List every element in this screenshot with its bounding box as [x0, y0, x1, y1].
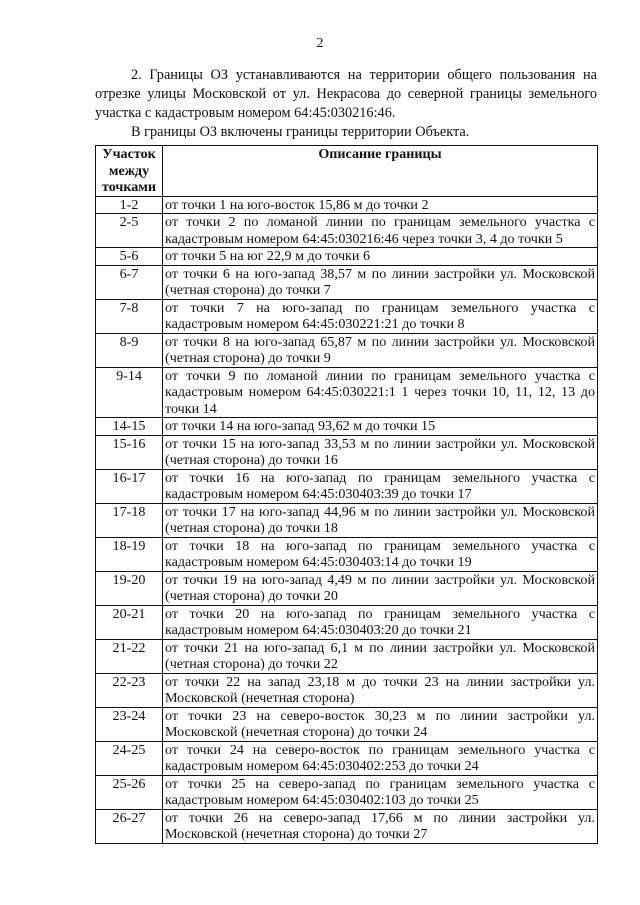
table-row [96, 418, 598, 436]
description-cell: от точки 19 на юго-запад 4,49 м по линии застройки ул. Московской (четная сторона) до точки 20 [163, 571, 598, 605]
table-row [96, 333, 598, 367]
description-cell: от точки 20 на юго-запад по границам земельного участка с кадастровым номером 64:45:030403:20 до точки 21 [163, 605, 598, 639]
segment-cell: 7-8 [96, 299, 163, 333]
description-cell: от точки 2 по ломаной линии по границам земельного участка с кадастровым номером 64:45:030216:46 через точки 3, 4 до точки 5 [163, 214, 598, 248]
table-row [96, 469, 598, 503]
segment-cell: 17-18 [96, 503, 163, 537]
description-cell: от точки 14 на юго-запад 93,62 м до точки 15 [163, 418, 598, 436]
description-cell: от точки 21 на юго-запад 6,1 м по линии застройки ул. Московской (четная сторона) до точки 22 [163, 639, 598, 673]
table-row [96, 775, 598, 809]
description-cell: от точки 24 на северо-восток по границам земельного участка с кадастровым номером 64:45:030402:253 до точки 24 [163, 741, 598, 775]
description-cell: от точки 17 на юго-запад 44,96 м по линии застройки ул. Московской (четная сторона) до точки 18 [163, 503, 598, 537]
description-cell: от точки 5 на юг 22,9 м до точки 6 [163, 248, 598, 266]
intro-text [95, 66, 597, 142]
segment-cell: 6-7 [96, 265, 163, 299]
segment-cell: 5-6 [96, 248, 163, 266]
segment-cell: 16-17 [96, 469, 163, 503]
table-row [96, 196, 598, 214]
table-row [96, 435, 598, 469]
segment-cell: 24-25 [96, 741, 163, 775]
description-cell: от точки 26 на северо-запад 17,66 м по линии застройки ул. Московской (нечетная сторона) до точки 27 [163, 809, 598, 843]
segment-cell: 26-27 [96, 809, 163, 843]
description-cell: от точки 6 на юго-запад 38,57 м по линии застройки ул. Московской (четная сторона) до точки 7 [163, 265, 598, 299]
table-row [96, 741, 598, 775]
segment-cell: 1-2 [96, 196, 163, 214]
table-row [96, 571, 598, 605]
table-body [96, 196, 598, 843]
intro-paragraph-1: 2. Границы ОЗ устанавливаются на территории общего пользования на отрезке улицы Московской от ул. Некрасова до северной границы земельного участка с кадастровым номером 64:45:030216:46. [95, 67, 597, 121]
segment-cell: 15-16 [96, 435, 163, 469]
segment-cell: 2-5 [96, 214, 163, 248]
table-row [96, 265, 598, 299]
header-segment: Участок между точками [96, 146, 163, 197]
table-row [96, 673, 598, 707]
table-row [96, 299, 598, 333]
segment-cell: 8-9 [96, 333, 163, 367]
table-row [96, 214, 598, 248]
table-row [96, 503, 598, 537]
segment-cell: 23-24 [96, 707, 163, 741]
segment-cell: 21-22 [96, 639, 163, 673]
segment-cell: 19-20 [96, 571, 163, 605]
table-row [96, 639, 598, 673]
table-row [96, 809, 598, 843]
description-cell: от точки 22 на запад 23,18 м до точки 23 на линии застройки ул. Московской (нечетная сторона) [163, 673, 598, 707]
table-row [96, 707, 598, 741]
description-cell: от точки 1 на юго-восток 15,86 м до точки 2 [163, 196, 598, 214]
segment-cell: 20-21 [96, 605, 163, 639]
boundary-table [95, 145, 598, 844]
page-number: 2 [316, 36, 324, 51]
table-row [96, 367, 598, 418]
table-row [96, 605, 598, 639]
intro-paragraph-2: В границы ОЗ включены границы территории Объекта. [131, 124, 470, 140]
description-cell: от точки 9 по ломаной линии по границам земельного участка с кадастровым номером 64:45:030221:1 1 через точки 10, 11, 12, 13 до точки 14 [163, 367, 598, 418]
description-cell: от точки 18 на юго-запад по границам земельного участка с кадастровым номером 64:45:030403:14 до точки 19 [163, 537, 598, 571]
description-cell: от точки 7 на юго-запад по границам земельного участка с кадастровым номером 64:45:030221:21 до точки 8 [163, 299, 598, 333]
segment-cell: 14-15 [96, 418, 163, 436]
description-cell: от точки 25 на северо-запад по границам земельного участка с кадастровым номером 64:45:030402:103 до точки 25 [163, 775, 598, 809]
description-cell: от точки 23 на северо-восток 30,23 м по линии застройки ул. Московской (нечетная сторона) до точки 24 [163, 707, 598, 741]
description-cell: от точки 8 на юго-запад 65,87 м по линии застройки ул. Московской (четная сторона) до точки 9 [163, 333, 598, 367]
description-cell: от точки 16 на юго-запад по границам земельного участка с кадастровым номером 64:45:030403:39 до точки 17 [163, 469, 598, 503]
segment-cell: 22-23 [96, 673, 163, 707]
segment-cell: 9-14 [96, 367, 163, 418]
table-row [96, 537, 598, 571]
segment-cell: 18-19 [96, 537, 163, 571]
table-header-row [96, 146, 598, 197]
segment-cell: 25-26 [96, 775, 163, 809]
header-description: Описание границы [163, 146, 598, 197]
table-row [96, 248, 598, 266]
description-cell: от точки 15 на юго-запад 33,53 м по линии застройки ул. Московской (четная сторона) до точки 16 [163, 435, 598, 469]
